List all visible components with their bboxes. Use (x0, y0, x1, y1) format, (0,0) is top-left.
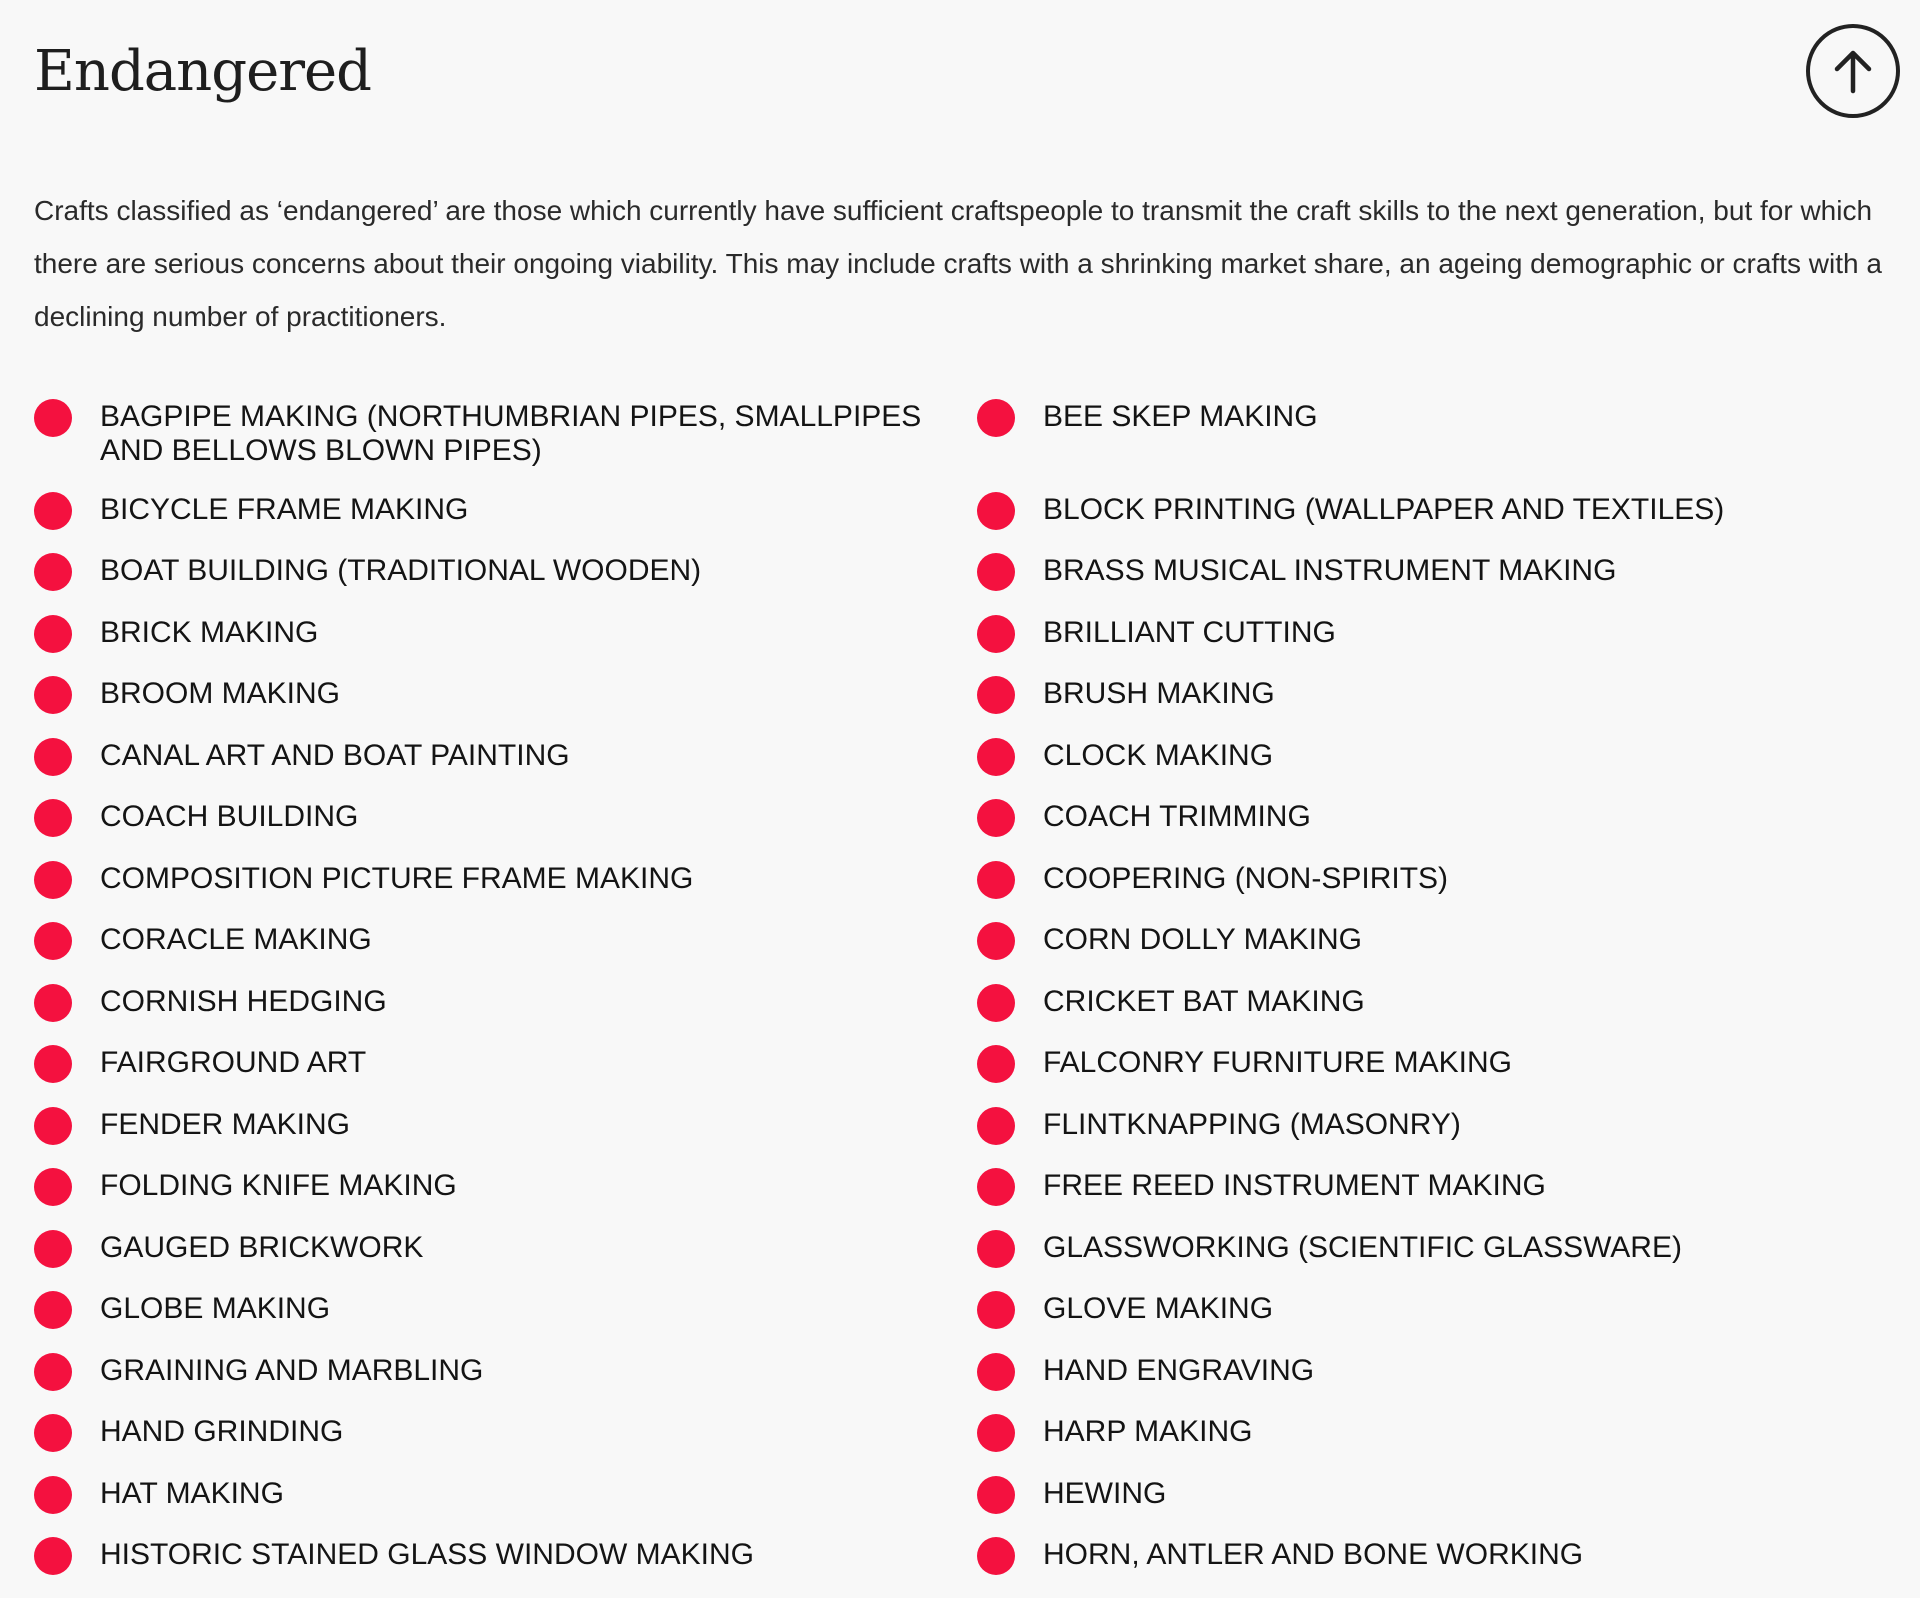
craft-name: FAIRGROUND ART (100, 1046, 367, 1079)
craft-list (34, 398, 1920, 1598)
craft-list-item (977, 398, 1920, 491)
craft-name: CORN DOLLY MAKING (1043, 923, 1362, 956)
bullet-dot-icon (977, 1476, 1015, 1514)
craft-name: COACH BUILDING (100, 800, 359, 833)
craft-name: GRAINING AND MARBLING (100, 1353, 484, 1387)
bullet-dot-icon (977, 861, 1015, 899)
craft-list-item (977, 983, 1920, 1045)
craft-list-item (34, 1167, 977, 1229)
bullet-dot-icon (34, 615, 72, 653)
bullet-dot-icon (34, 1045, 72, 1083)
craft-list-item (977, 1413, 1920, 1475)
bullet-dot-icon (34, 1291, 72, 1329)
craft-list-item (977, 1536, 1920, 1598)
bullet-dot-icon (34, 1537, 72, 1575)
craft-name: COACH TRIMMING (1043, 800, 1311, 833)
craft-list-item (977, 921, 1920, 983)
craft-list-item (977, 1290, 1920, 1352)
craft-list-item (34, 1106, 977, 1168)
scroll-to-top-button[interactable] (1806, 24, 1900, 118)
craft-list-item (977, 1106, 1920, 1168)
craft-name: FLINTKNAPPING (MASONRY) (1043, 1107, 1461, 1141)
bullet-dot-icon (977, 553, 1015, 591)
bullet-dot-icon (977, 492, 1015, 530)
craft-list-item (34, 491, 977, 553)
page-title: Endangered (34, 39, 371, 104)
craft-list-item (977, 552, 1920, 614)
craft-list-item (977, 860, 1920, 922)
craft-name: GLASSWORKING (SCIENTIFIC GLASSWARE) (1043, 1230, 1682, 1264)
bullet-dot-icon (34, 1476, 72, 1514)
craft-name: CORNISH HEDGING (100, 984, 387, 1018)
bullet-dot-icon (977, 615, 1015, 653)
craft-name: BLOCK PRINTING (WALLPAPER AND TEXTILES) (1043, 492, 1725, 526)
craft-name: HEWING (1043, 1476, 1167, 1510)
bullet-dot-icon (977, 922, 1015, 960)
craft-list-item (34, 398, 977, 491)
craft-list-item (977, 675, 1920, 737)
bullet-dot-icon (977, 799, 1015, 837)
bullet-dot-icon (977, 1537, 1015, 1575)
bullet-dot-icon (977, 1045, 1015, 1083)
bullet-dot-icon (34, 1168, 72, 1206)
craft-list-item (34, 983, 977, 1045)
craft-name: FALCONRY FURNITURE MAKING (1043, 1046, 1512, 1079)
craft-list-item (34, 1536, 977, 1598)
bullet-dot-icon (977, 738, 1015, 776)
bullet-dot-icon (34, 492, 72, 530)
craft-name: BAGPIPE MAKING (NORTHUMBRIAN PIPES, SMALLPIPES AND BELLOWS BLOWN PIPES) (100, 400, 922, 467)
craft-name: GLOBE MAKING (100, 1292, 331, 1325)
craft-name: BRUSH MAKING (1043, 677, 1275, 710)
bullet-dot-icon (977, 676, 1015, 714)
craft-name: BRICK MAKING (100, 615, 319, 649)
bullet-dot-icon (977, 1168, 1015, 1206)
craft-list-item (34, 921, 977, 983)
craft-name: BRASS MUSICAL INSTRUMENT MAKING (1043, 554, 1617, 587)
craft-list-item (977, 798, 1920, 860)
craft-name: FREE REED INSTRUMENT MAKING (1043, 1169, 1546, 1202)
craft-list-item (977, 614, 1920, 676)
bullet-dot-icon (34, 676, 72, 714)
arrow-up-icon (1826, 44, 1880, 98)
bullet-dot-icon (34, 1230, 72, 1268)
craft-list-item (977, 737, 1920, 799)
craft-name: COOPERING (NON-SPIRITS) (1043, 861, 1449, 895)
craft-name: HARP MAKING (1043, 1415, 1253, 1448)
craft-list-item (34, 1290, 977, 1352)
craft-name: CLOCK MAKING (1043, 738, 1274, 772)
intro-paragraph: Crafts classified as ‘endangered’ are those which currently have sufficient craftspeople to transmit the craft skills to the next generation, but for which there are serious concerns about their ongoing viability. This may include crafts with a shrinking market share, an ageing demographic or crafts with a declining number of practitioners. (34, 195, 1882, 332)
craft-list-item (34, 1044, 977, 1106)
bullet-dot-icon (34, 399, 72, 437)
craft-list-item (34, 614, 977, 676)
bullet-dot-icon (977, 1107, 1015, 1145)
craft-name: FENDER MAKING (100, 1107, 351, 1141)
bullet-dot-icon (34, 553, 72, 591)
bullet-dot-icon (977, 1230, 1015, 1268)
craft-list-item (34, 1413, 977, 1475)
craft-list-item (34, 737, 977, 799)
craft-name: HAND ENGRAVING (1043, 1353, 1315, 1387)
bullet-dot-icon (977, 399, 1015, 437)
bullet-dot-icon (977, 1353, 1015, 1391)
craft-name: BOAT BUILDING (TRADITIONAL WOODEN) (100, 554, 702, 587)
craft-list-item (34, 798, 977, 860)
bullet-dot-icon (977, 984, 1015, 1022)
bullet-dot-icon (34, 984, 72, 1022)
craft-name: FOLDING KNIFE MAKING (100, 1169, 457, 1202)
craft-list-item (34, 1352, 977, 1414)
craft-name: GAUGED BRICKWORK (100, 1230, 424, 1264)
craft-list-item (34, 675, 977, 737)
craft-list-item (34, 1229, 977, 1291)
craft-list-item (34, 860, 977, 922)
bullet-dot-icon (34, 799, 72, 837)
craft-list-item (34, 552, 977, 614)
bullet-dot-icon (34, 1107, 72, 1145)
craft-name: GLOVE MAKING (1043, 1292, 1274, 1325)
craft-name: HAND GRINDING (100, 1415, 344, 1448)
craft-name: COMPOSITION PICTURE FRAME MAKING (100, 861, 694, 895)
craft-list-item (977, 1229, 1920, 1291)
bullet-dot-icon (34, 1414, 72, 1452)
craft-list-item (977, 1475, 1920, 1537)
craft-name: CANAL ART AND BOAT PAINTING (100, 738, 570, 772)
craft-list-item (34, 1475, 977, 1537)
craft-list-item (977, 491, 1920, 553)
bullet-dot-icon (34, 1353, 72, 1391)
craft-name: CORACLE MAKING (100, 923, 372, 956)
bullet-dot-icon (34, 922, 72, 960)
bullet-dot-icon (977, 1291, 1015, 1329)
craft-name: CRICKET BAT MAKING (1043, 984, 1365, 1018)
craft-name: BEE SKEP MAKING (1043, 400, 1318, 433)
craft-name: HORN, ANTLER AND BONE WORKING (1043, 1538, 1584, 1571)
bullet-dot-icon (977, 1414, 1015, 1452)
craft-name: BROOM MAKING (100, 677, 341, 710)
craft-name: HISTORIC STAINED GLASS WINDOW MAKING (100, 1538, 754, 1571)
bullet-dot-icon (34, 738, 72, 776)
craft-name: BRILLIANT CUTTING (1043, 615, 1336, 649)
craft-list-item (977, 1167, 1920, 1229)
craft-list-item (977, 1352, 1920, 1414)
craft-name: HAT MAKING (100, 1476, 284, 1510)
craft-name: BICYCLE FRAME MAKING (100, 492, 469, 526)
bullet-dot-icon (34, 861, 72, 899)
craft-list-item (977, 1044, 1920, 1106)
